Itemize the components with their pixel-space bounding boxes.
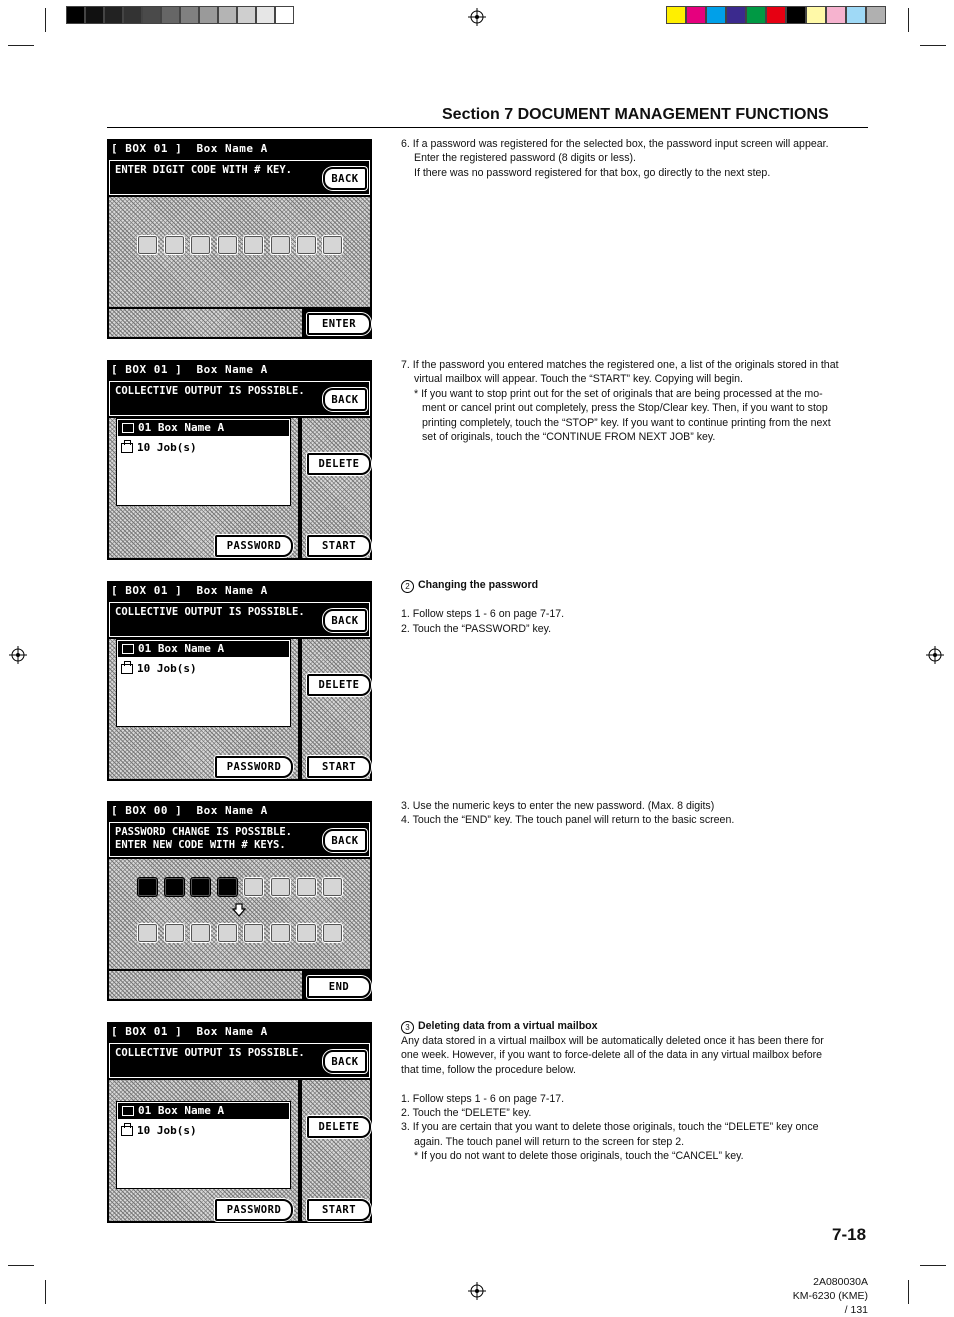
registration-mark-icon: [468, 8, 486, 26]
digit-slot: [243, 235, 264, 255]
job-icon: [121, 664, 133, 674]
color-swatch: [666, 6, 686, 24]
digit-slot: [190, 923, 211, 943]
back-button[interactable]: BACK: [323, 609, 367, 632]
color-swatch: [846, 6, 866, 24]
job-list[interactable]: [116, 639, 291, 727]
list-item-box[interactable]: 01 Box Name A: [118, 420, 289, 436]
digit-slot: [217, 923, 238, 943]
touch-panel-password-entry: [107, 139, 372, 339]
digit-slot-filled: [217, 877, 238, 897]
list-item-jobs[interactable]: 10 Job(s): [137, 662, 197, 675]
back-button[interactable]: BACK: [323, 829, 367, 852]
back-button[interactable]: BACK: [323, 388, 367, 411]
text-line: 3. If you are certain that you want to delete those originals, touch the “DELETE” key once: [401, 1121, 819, 1134]
text-line: 1. Follow steps 1 - 6 on page 7-17.: [401, 608, 565, 621]
digit-slot: [217, 235, 238, 255]
color-swatch: [786, 6, 806, 24]
job-list[interactable]: [116, 418, 291, 506]
digit-slot: [164, 923, 185, 943]
step-7-text: [401, 358, 871, 444]
touch-panel-password-change: [107, 801, 372, 1001]
gray-swatch: [85, 6, 104, 24]
delete-button[interactable]: DELETE: [307, 674, 371, 696]
panel-body: [109, 197, 370, 307]
color-swatch: [706, 6, 726, 24]
color-swatch: [766, 6, 786, 24]
step-6-text: [401, 137, 871, 180]
gray-swatch: [275, 6, 294, 24]
end-button[interactable]: END: [307, 976, 371, 998]
panel-body: [109, 859, 370, 969]
color-swatch: [866, 6, 886, 24]
text-line: * If you want to stop print out for the set of originals that are being processed at the mo-: [414, 387, 823, 400]
text-line: one week. However, if you want to force-delete all of the data in any virtual mailbox before: [401, 1049, 823, 1062]
text-line: 2. Touch the “DELETE” key.: [401, 1107, 532, 1120]
page-number: 7-18: [832, 1225, 867, 1244]
text-line: 6. If a password was registered for the selected box, the password input screen will appear.: [401, 138, 829, 150]
registration-mark-icon: [468, 1282, 486, 1300]
digit-slot: [243, 877, 264, 897]
digit-slot: [243, 923, 264, 943]
digit-slot: [296, 877, 317, 897]
registration-mark-icon: [926, 646, 944, 664]
gray-swatch: [256, 6, 275, 24]
crop-mark: [45, 8, 46, 32]
digit-slot-filled: [137, 877, 158, 897]
circled-number: 3: [401, 1021, 414, 1034]
text-line: printing completely, touch the “STOP” key. If you want to continue printing from the next: [422, 416, 831, 429]
digit-slot: [296, 923, 317, 943]
text-line: If there was no password registered for that box, go directly to the next step.: [414, 166, 771, 179]
text-line: virtual mailbox will appear. Touch the “START” key. Copying will begin.: [414, 373, 743, 386]
digit-slot: [270, 235, 291, 255]
delete-button[interactable]: DELETE: [307, 1116, 371, 1138]
gray-swatch: [66, 6, 85, 24]
delete-button[interactable]: DELETE: [307, 453, 371, 475]
gray-swatch: [142, 6, 161, 24]
gray-swatch: [123, 6, 142, 24]
job-icon: [121, 443, 133, 453]
digit-slot: [322, 235, 343, 255]
gray-swatch: [237, 6, 256, 24]
back-button[interactable]: BACK: [323, 1050, 367, 1073]
gray-swatch: [161, 6, 180, 24]
panel-message: ENTER DIGIT CODE WITH # KEY.: [109, 160, 370, 195]
crop-mark: [920, 45, 946, 46]
touch-panel-box-list: [107, 360, 372, 560]
list-item-jobs[interactable]: 10 Job(s): [137, 1124, 197, 1137]
digit-slot: [322, 877, 343, 897]
text-line: that time, follow the procedure below.: [401, 1063, 576, 1076]
panel-message: COLLECTIVE OUTPUT IS POSSIBLE.: [109, 602, 370, 637]
arrow-down-icon: [232, 903, 246, 917]
job-list[interactable]: [116, 1101, 291, 1189]
digit-slot: [270, 923, 291, 943]
touch-panel-box-list: [107, 1022, 372, 1223]
crop-mark: [45, 1280, 46, 1304]
gray-swatch: [104, 6, 123, 24]
changing-password-section: [401, 578, 871, 636]
list-item-box[interactable]: 01 Box Name A: [118, 641, 289, 657]
digit-slot: [296, 235, 317, 255]
digit-slot: [137, 235, 158, 255]
panel-title: [ BOX 01 ] Box Name A: [111, 363, 268, 376]
text-line: 4. Touch the “END” key. The touch panel will return to the basic screen.: [401, 814, 735, 827]
circled-number: 2: [401, 580, 414, 593]
start-button[interactable]: START: [307, 756, 371, 778]
digit-slot-filled: [190, 877, 211, 897]
panel-message: PASSWORD CHANGE IS POSSIBLE. ENTER NEW CODE WITH # KEYS.: [109, 822, 370, 857]
panel-footer: [109, 971, 302, 999]
job-icon: [121, 1126, 133, 1136]
gray-swatch: [180, 6, 199, 24]
crop-mark: [920, 1265, 946, 1266]
digit-slot: [322, 923, 343, 943]
text-line: again. The touch panel will return to the screen for step 2.: [414, 1135, 685, 1148]
footer-code: 2A080030A: [813, 1276, 868, 1288]
password-button[interactable]: PASSWORD: [215, 1199, 293, 1221]
enter-button[interactable]: ENTER: [307, 313, 371, 335]
footer-page: / 131: [844, 1304, 868, 1316]
color-swatch: [726, 6, 746, 24]
text-line: Enter the registered password (8 digits or less).: [414, 152, 636, 165]
color-swatch: [746, 6, 766, 24]
gray-swatch: [218, 6, 237, 24]
password-button[interactable]: PASSWORD: [215, 756, 293, 778]
digit-slot: [190, 235, 211, 255]
digit-slot: [270, 877, 291, 897]
section-heading: Changing the password: [418, 579, 539, 591]
panel-message: COLLECTIVE OUTPUT IS POSSIBLE.: [109, 381, 370, 416]
text-line: * If you do not want to delete those originals, touch the “CANCEL” key.: [414, 1150, 744, 1163]
text-line: 7. If the password you entered matches the registered one, a list of the originals stored in that: [401, 359, 839, 371]
panel-message: COLLECTIVE OUTPUT IS POSSIBLE.: [109, 1043, 370, 1078]
panel-title: [ BOX 01 ] Box Name A: [111, 584, 268, 597]
start-button[interactable]: START: [307, 535, 371, 557]
digit-slot-filled: [164, 877, 185, 897]
panel-title: [ BOX 00 ] Box Name A: [111, 804, 268, 817]
section-title: Section 7 DOCUMENT MANAGEMENT FUNCTIONS: [442, 106, 829, 123]
color-swatch: [826, 6, 846, 24]
password-button[interactable]: PASSWORD: [215, 535, 293, 557]
list-item-jobs[interactable]: 10 Job(s): [137, 441, 197, 454]
digit-slot: [164, 235, 185, 255]
footer-model: KM-6230 (KME): [792, 1290, 868, 1302]
text-line: ment or cancel print out completely, press the Stop/Clear key. Then, if you want to stop: [422, 402, 828, 415]
touch-panel-box-list: [107, 581, 372, 781]
back-button[interactable]: BACK: [323, 167, 367, 190]
crop-mark: [908, 8, 909, 32]
folder-icon: [122, 1106, 134, 1116]
text-line: 1. Follow steps 1 - 6 on page 7-17.: [401, 1092, 565, 1105]
header-rule: [107, 127, 868, 128]
changing-password-steps: [401, 799, 871, 828]
panel-title: [ BOX 01 ] Box Name A: [111, 142, 268, 155]
folder-icon: [122, 644, 134, 654]
list-item-box[interactable]: 01 Box Name A: [118, 1103, 289, 1119]
color-swatch: [806, 6, 826, 24]
start-button[interactable]: START: [307, 1199, 371, 1221]
panel-footer: [109, 309, 302, 337]
text-line: 3. Use the numeric keys to enter the new password. (Max. 8 digits): [401, 800, 715, 812]
gray-swatch: [199, 6, 218, 24]
folder-icon: [122, 423, 134, 433]
crop-mark: [908, 1280, 909, 1304]
digit-slot: [137, 923, 158, 943]
crop-mark: [8, 45, 34, 46]
section-heading: Deleting data from a virtual mailbox: [418, 1020, 598, 1032]
panel-title: [ BOX 01 ] Box Name A: [111, 1025, 268, 1038]
text-line: Any data stored in a virtual mailbox will be automatically deleted once it has been there for: [401, 1035, 824, 1047]
deleting-data-section: [401, 1019, 871, 1164]
text-line: set of originals, touch the “CONTINUE FROM NEXT JOB” key.: [422, 431, 716, 444]
text-line: 2. Touch the “PASSWORD” key.: [401, 622, 552, 635]
registration-mark-icon: [9, 646, 27, 664]
color-swatch: [686, 6, 706, 24]
crop-mark: [8, 1265, 34, 1266]
